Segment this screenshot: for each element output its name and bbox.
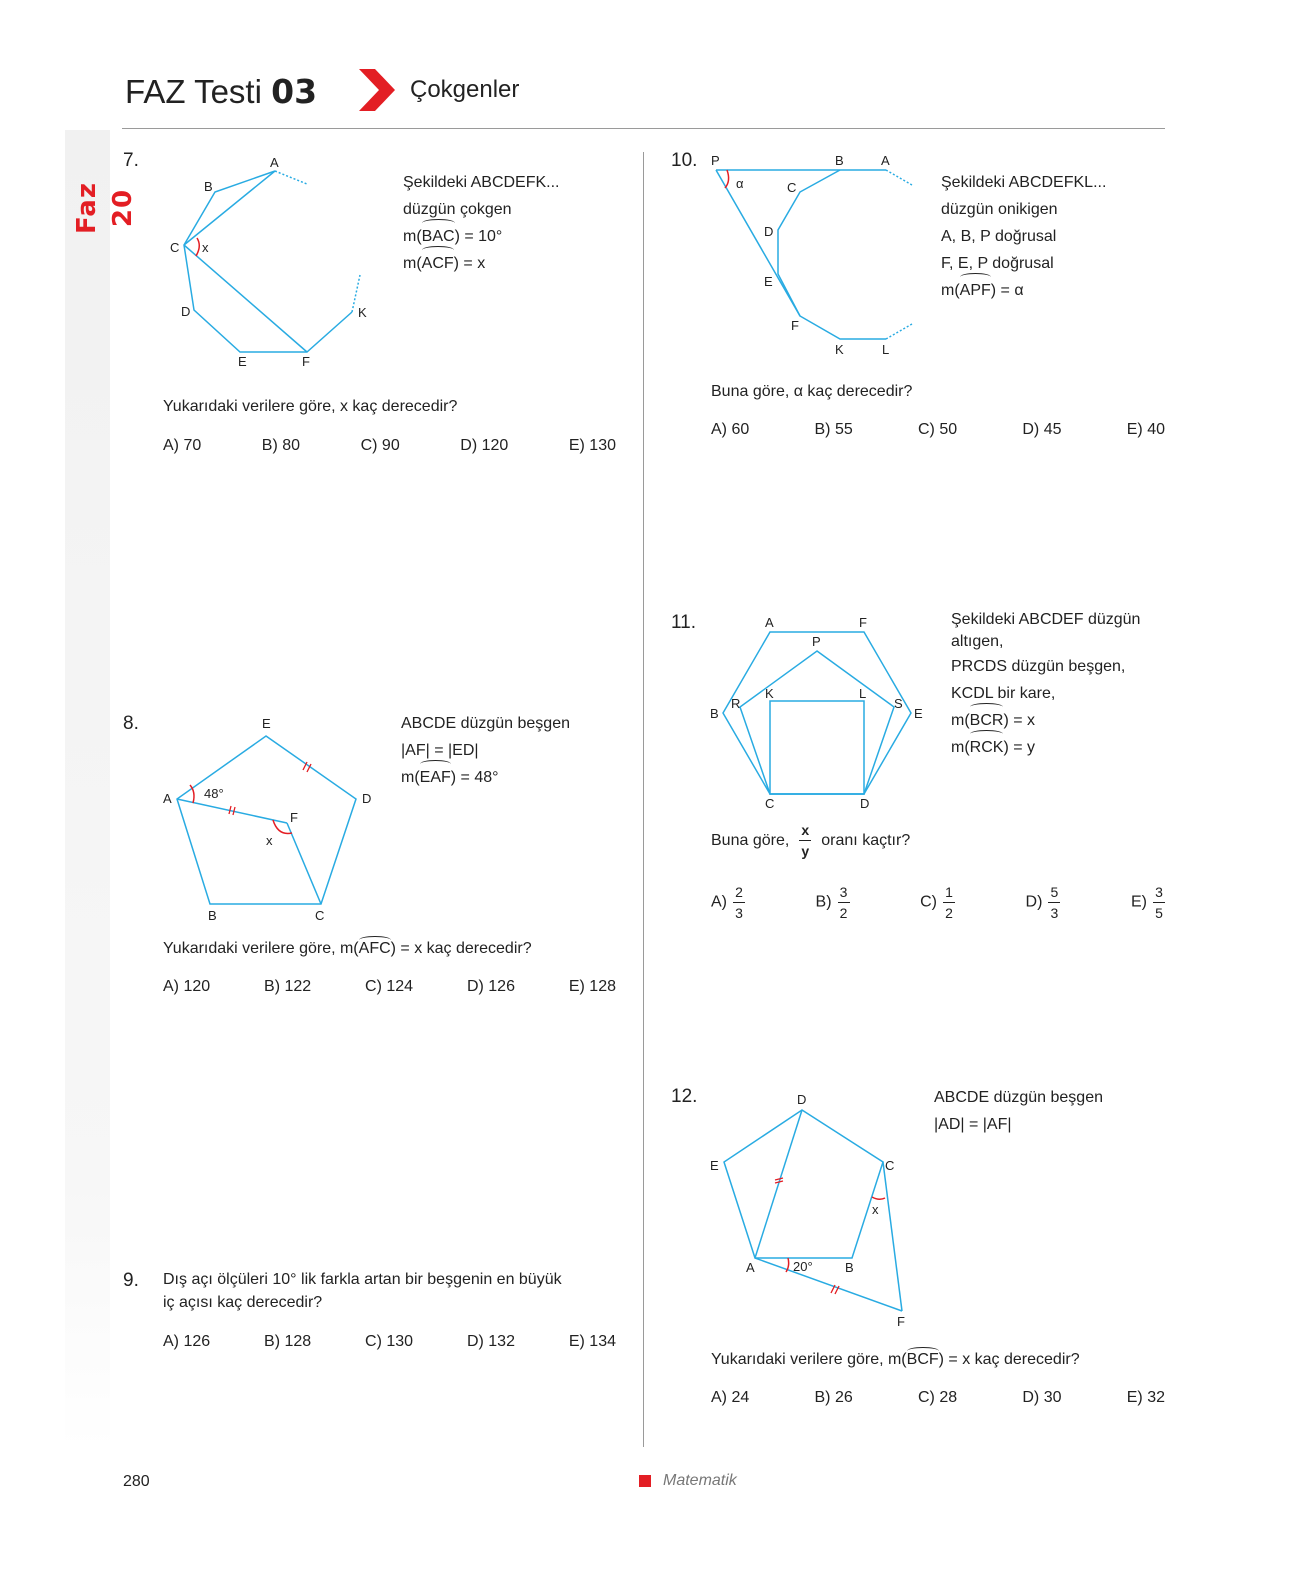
q11-info-line: m(BCR) = x [951, 707, 1165, 734]
question-12-info [934, 1084, 1103, 1138]
q8-pentagon [177, 736, 356, 904]
subject-marker-icon [639, 1475, 651, 1487]
answer-choice[interactable]: E) 130 [568, 437, 616, 454]
q11-ratio-fraction: $\frac{x}{y}$ [799, 822, 811, 859]
q8-label-d: D [362, 791, 372, 806]
q8-label-x: x [266, 833, 273, 848]
answer-choice[interactable]: E) 32 [1126, 1389, 1165, 1406]
question-10-figure [700, 150, 920, 360]
q10-label-e: E [764, 274, 773, 289]
q12-segment-ad [755, 1110, 802, 1258]
q12-info-line: ABCDE düzgün beşgen [934, 1089, 1103, 1106]
page-number: 280 [123, 1473, 150, 1490]
question-11-info [951, 609, 1165, 761]
question-10-number: 10. [671, 150, 698, 171]
question-12-figure [705, 1085, 915, 1330]
side-strip [65, 130, 138, 1450]
answer-choice[interactable]: C) 124 [365, 978, 414, 995]
answer-choice[interactable]: D) $\frac{5}{3}$ [1026, 884, 1061, 921]
q10-label-d: D [764, 224, 774, 239]
topic-title: Çokgenler [410, 76, 520, 103]
question-7-number: 7. [123, 150, 139, 171]
answer-choice[interactable]: B) 55 [814, 421, 853, 438]
q8-info-line: ABCDE düzgün beşgen [401, 715, 570, 732]
q11-hexagon [723, 632, 911, 794]
q11-info-line: m(RCK) = y [951, 734, 1165, 761]
question-7-choices [163, 437, 616, 455]
test-number: 03 [271, 72, 318, 111]
q11-label-d: D [860, 796, 870, 811]
column-divider [643, 152, 644, 1447]
q10-info-line: Şekildeki ABCDEFKL... [941, 174, 1107, 191]
question-8-prompt: Yukarıdaki verilere göre, m(AFC) = x kaç derecedir? [163, 940, 532, 957]
q7-info-line: m(ACF) = x [403, 250, 560, 277]
answer-choice[interactable]: E) $\frac{3}{5}$ [1131, 884, 1165, 921]
q11-info-line: PRCDS düzgün beşgen, [951, 658, 1126, 675]
q10-label-a: A [881, 153, 890, 168]
q8-segment-fc [287, 823, 321, 904]
question-8-info [401, 710, 570, 791]
question-7-figure [160, 150, 390, 375]
q7-label-a: A [270, 155, 279, 170]
q7-diagonal-ca [184, 171, 275, 245]
q12-label-a: A [746, 1260, 755, 1275]
q8-label-angle: 48° [204, 786, 224, 801]
answer-choice[interactable]: A) 60 [711, 421, 750, 438]
answer-choice[interactable]: B) 80 [261, 437, 301, 454]
q10-label-alpha: α [736, 176, 744, 191]
q8-label-a: A [163, 791, 172, 806]
q7-info-line: düzgün çokgen [403, 201, 512, 218]
q8-label-c: C [315, 908, 325, 923]
header-divider [122, 128, 1165, 129]
q10-label-l: L [882, 342, 890, 357]
q12-pentagon [724, 1110, 883, 1258]
q8-info-line: |AF| = |ED| [401, 742, 479, 759]
question-7-info [403, 169, 560, 277]
q11-label-b: B [710, 706, 719, 721]
subject-label: Matematik [663, 1472, 737, 1489]
answer-choice[interactable]: D) 30 [1022, 1389, 1062, 1406]
question-9-prompt [163, 1268, 562, 1314]
answer-choice[interactable]: B) 26 [814, 1389, 853, 1406]
question-8-choices [163, 978, 616, 996]
q10-info-line: düzgün onikigen [941, 201, 1058, 218]
question-11-prompt: Buna göre, $\frac{x}{y}$ oranı kaçtır? [711, 822, 911, 859]
q12-label-x: x [872, 1202, 879, 1217]
q12-label-f: F [897, 1314, 905, 1329]
q12-label-e: E [710, 1158, 719, 1173]
q8-label-b: B [208, 908, 217, 923]
q10-label-p: P [711, 153, 720, 168]
q10-info-line: F, E, P doğrusal [941, 255, 1054, 272]
q7-diagonal-cf [184, 245, 307, 352]
q9-prompt-line: iç açısı kaç derecedir? [163, 1294, 323, 1311]
answer-choice[interactable]: A) 120 [163, 978, 211, 995]
question-7-prompt: Yukarıdaki verilere göre, x kaç derecedir? [163, 398, 458, 415]
q11-pentagon [740, 651, 894, 794]
answer-choice[interactable]: A) $\frac{2}{3}$ [711, 884, 745, 921]
q12-label-b: B [845, 1260, 854, 1275]
q11-label-k: K [765, 686, 774, 701]
answer-choice[interactable]: D) 120 [460, 437, 509, 454]
question-12-number: 12. [671, 1086, 698, 1107]
q11-label-c: C [765, 796, 775, 811]
question-11-number: 11. [671, 612, 697, 633]
q10-label-b: B [835, 153, 844, 168]
answer-choice[interactable]: E) 134 [568, 1333, 616, 1350]
q12-angle-x-arc [872, 1197, 885, 1199]
q7-label-k: K [358, 305, 367, 320]
q12-label-angle: 20° [793, 1259, 813, 1274]
q12-segment-af [755, 1258, 902, 1311]
q10-label-c: C [787, 180, 797, 195]
q10-info-line: A, B, P doğrusal [941, 228, 1057, 245]
q7-info-line: Şekildeki ABCDEFK... [403, 174, 560, 191]
answer-choice[interactable]: C) $\frac{1}{2}$ [920, 884, 955, 921]
answer-choice[interactable]: B) 122 [264, 978, 312, 995]
question-10-info [941, 169, 1106, 304]
q7-label-e: E [238, 354, 247, 369]
answer-choice[interactable]: A) 24 [711, 1389, 750, 1406]
q12-label-d: D [797, 1092, 807, 1107]
test-title-text: FAZ Testi [125, 73, 262, 110]
q11-info-line: altıgen, [951, 633, 1004, 650]
q11-square [770, 701, 864, 794]
question-11-figure [705, 610, 930, 815]
answer-choice[interactable]: D) 126 [466, 978, 515, 995]
q8-info-line: m(EAF) = 48° [401, 764, 570, 791]
answer-choice[interactable]: C) 90 [360, 437, 400, 454]
question-8-figure [155, 710, 385, 925]
chevron-right-icon [357, 67, 397, 113]
answer-choice[interactable]: B) $\frac{3}{2}$ [816, 884, 850, 921]
question-12-prompt: Yukarıdaki verilere göre, m(BCF) = x kaç derecedir? [711, 1351, 1080, 1368]
answer-choice[interactable]: D) 132 [466, 1333, 515, 1350]
answer-choice[interactable]: E) 40 [1126, 421, 1165, 438]
q7-label-x: x [202, 240, 209, 255]
answer-choice[interactable]: C) 130 [365, 1333, 414, 1350]
q7-angle-x-arc [196, 238, 199, 256]
q11-label-e: E [914, 706, 923, 721]
q11-label-r: R [731, 696, 741, 711]
q7-label-b: B [204, 179, 213, 194]
answer-choice[interactable]: B) 128 [264, 1333, 312, 1350]
side-label: Faz 20 [72, 182, 138, 234]
q10-label-f: F [791, 318, 799, 333]
q7-polygon [184, 171, 352, 352]
q8-label-f: F [290, 810, 298, 825]
q12-label-c: C [885, 1158, 895, 1173]
question-11-choices [711, 884, 1165, 921]
question-9-number: 9. [123, 1270, 139, 1291]
q11-info-line: Şekildeki ABCDEF düzgün [951, 611, 1141, 628]
answer-choice[interactable]: D) 45 [1022, 421, 1062, 438]
answer-choice[interactable]: A) 70 [163, 437, 202, 454]
q10-label-k: K [835, 342, 844, 357]
q7-label-f: F [302, 354, 310, 369]
answer-choice[interactable]: E) 128 [568, 978, 616, 995]
q11-label-p: P [812, 634, 821, 649]
q7-label-d: D [181, 304, 191, 319]
q12-info-line: |AD| = |AF| [934, 1116, 1012, 1133]
question-10-choices [711, 421, 1165, 439]
question-10-prompt: Buna göre, α kaç derecedir? [711, 383, 913, 400]
question-12-choices [711, 1389, 1165, 1407]
q8-label-e: E [262, 716, 271, 731]
q11-label-l: L [859, 686, 867, 701]
q9-prompt-line: Dış açı ölçüleri 10° lik farkla artan bir beşgenin en büyük [163, 1271, 562, 1288]
answer-choice[interactable]: C) 50 [918, 421, 958, 438]
q11-label-f: F [859, 615, 867, 630]
q7-dotted-a [275, 171, 307, 184]
q11-info-line: KCDL bir kare, [951, 685, 1056, 702]
answer-choice[interactable]: A) 126 [163, 1333, 211, 1350]
question-9-choices [163, 1333, 616, 1351]
q12-segment-cf [883, 1162, 902, 1311]
q7-info-line: m(BAC) = 10° [403, 223, 560, 250]
q11-label-a: A [765, 615, 774, 630]
q11-label-s: S [894, 696, 903, 711]
test-title [125, 72, 317, 111]
q10-info-line: m(APF) = α [941, 277, 1106, 304]
answer-choice[interactable]: C) 28 [918, 1389, 958, 1406]
q10-polygon [778, 170, 886, 339]
q7-label-c: C [170, 240, 180, 255]
question-8-number: 8. [123, 713, 139, 734]
